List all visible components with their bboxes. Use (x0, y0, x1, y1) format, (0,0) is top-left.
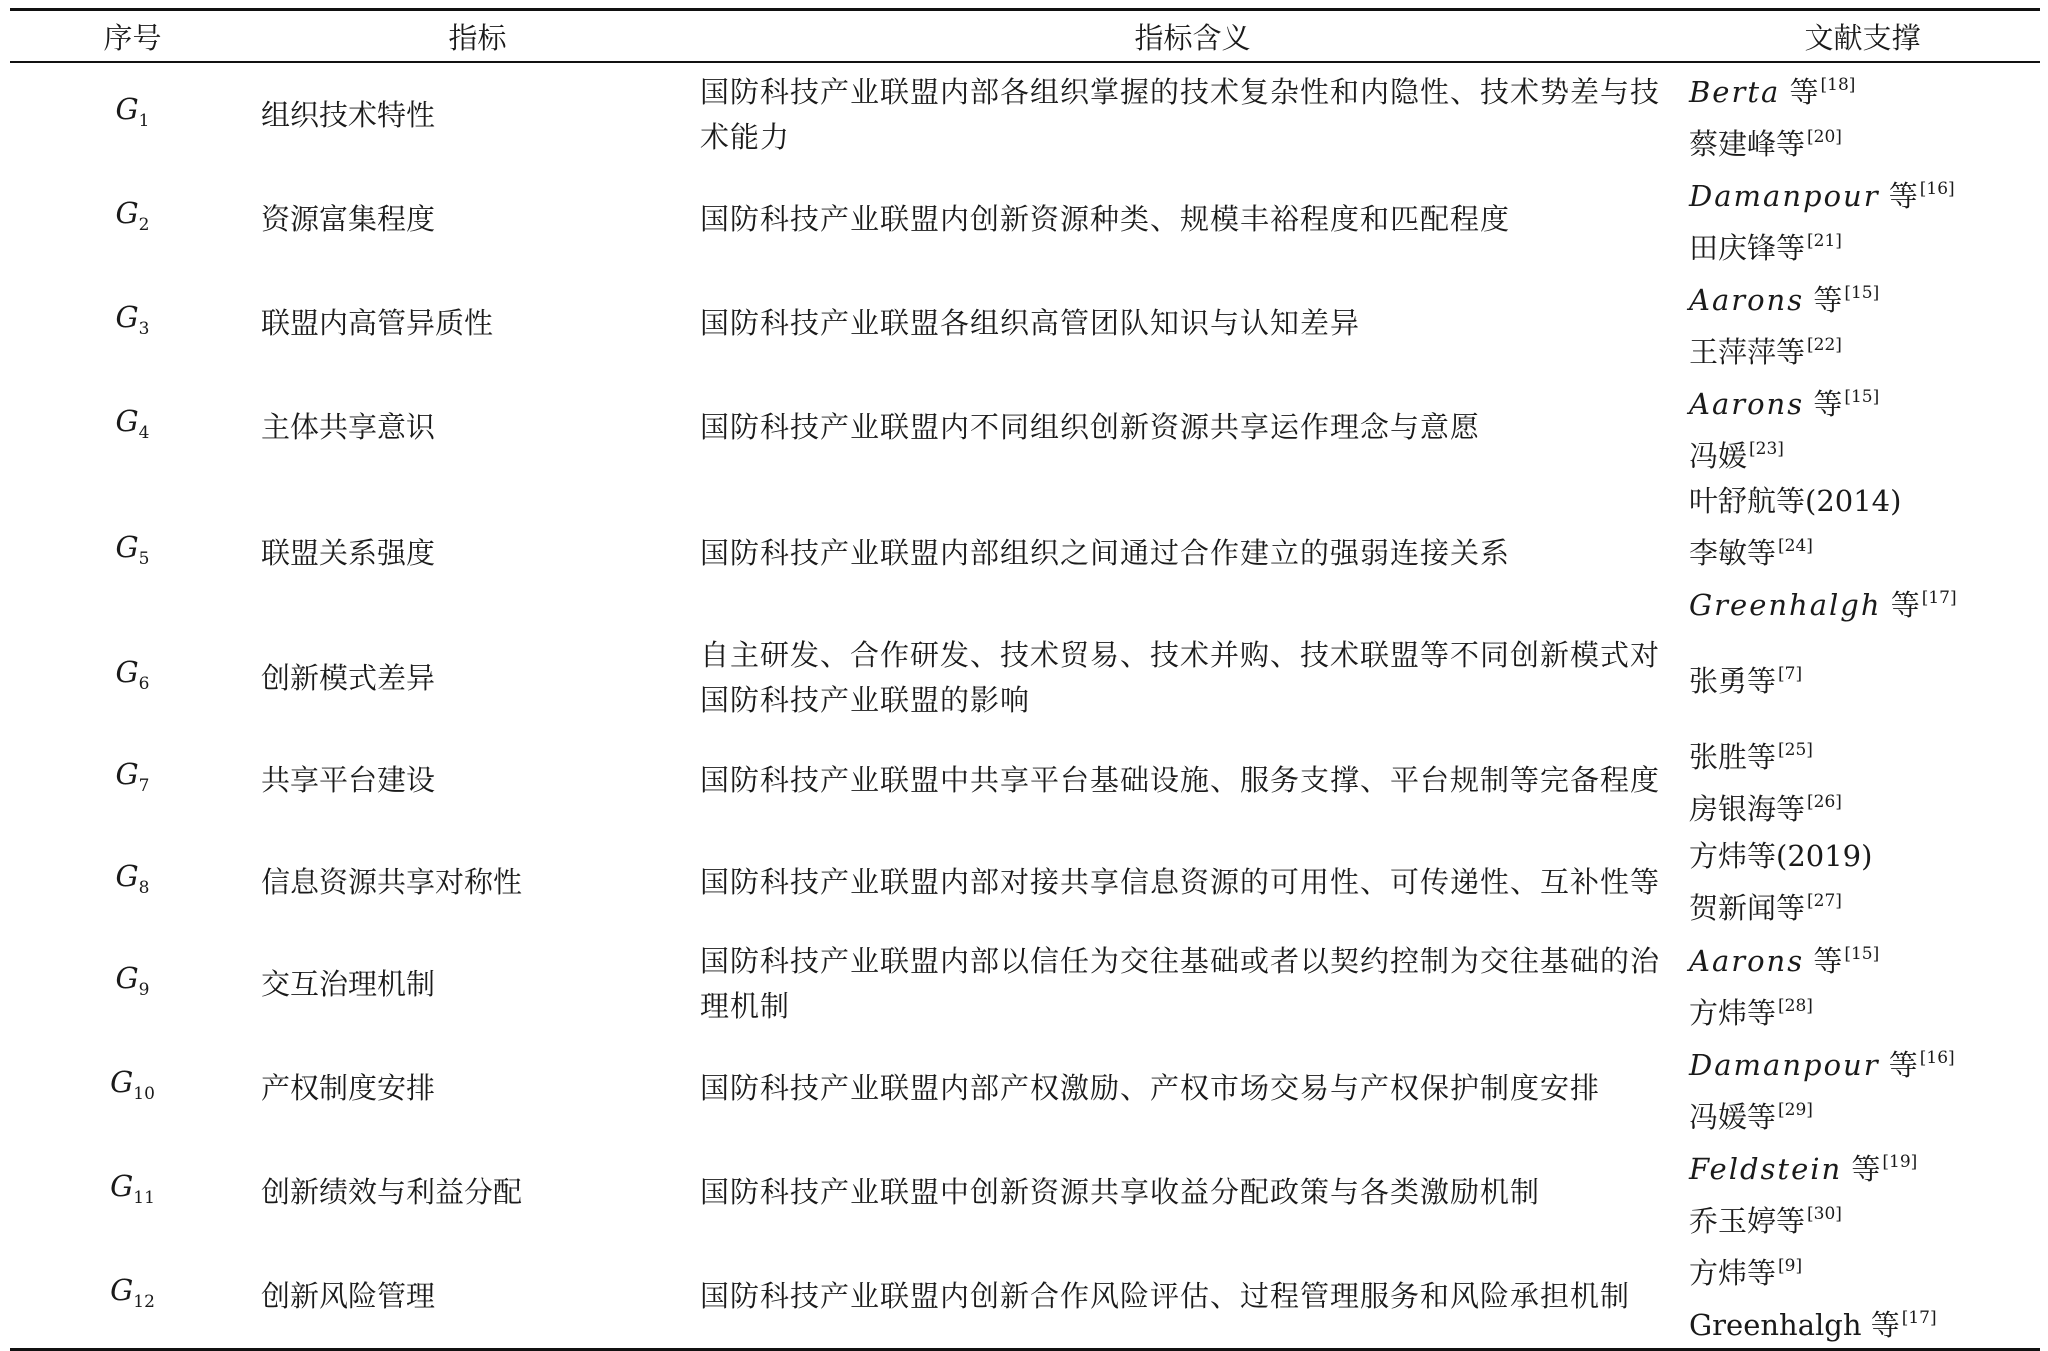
reference-text: 房银海等 (1689, 792, 1806, 826)
reference-text: 等 (1804, 283, 1843, 317)
reference-entry (1689, 984, 2040, 1036)
reference-entry (1689, 271, 2040, 323)
table-row (10, 1140, 2040, 1244)
indicator-code-subscript: 1 (138, 110, 150, 131)
reference-author: Damanpour (1689, 179, 1880, 213)
cell-support (1685, 1244, 2040, 1350)
cell-meaning: 自主研发、合作研发、技术贸易、技术并购、技术联盟等不同创新模式对国防科技产业联盟的影响 (700, 638, 1661, 717)
indicator-code (115, 91, 150, 131)
reference-text: 等 (1804, 387, 1843, 421)
cell-meaning: 国防科技产业联盟内部组织之间通过合作建立的强弱连接关系 (700, 536, 1511, 570)
reference-entry (1689, 219, 2040, 271)
cell-meaning: 国防科技产业联盟中创新资源共享收益分配政策与各类激励机制 (700, 1174, 1541, 1209)
header-meaning: 指标含义 (700, 10, 1685, 63)
reference-citation: [9] (1778, 1256, 1803, 1276)
cell-id (10, 932, 255, 1036)
cell-id (10, 167, 255, 271)
reference-citation: [15] (1844, 387, 1880, 407)
indicator-code-letter: G (115, 530, 139, 565)
indicator-code-letter: G (110, 1168, 134, 1203)
table-body (10, 62, 2040, 1350)
reference-author: Aarons (1689, 387, 1805, 421)
reference-entry (1689, 1140, 2040, 1192)
reference-text: 乔玉婷等 (1689, 1204, 1806, 1238)
table-row (10, 479, 2040, 628)
reference-citation: [16] (1919, 1048, 1955, 1068)
table-row (10, 932, 2040, 1036)
indicator-code (115, 756, 150, 796)
reference-citation: [16] (1919, 179, 1955, 199)
header-id: 序号 (10, 10, 255, 63)
indicator-code-letter: G (115, 756, 139, 791)
indicator-code-subscript: 4 (138, 422, 150, 443)
reference-text: 方炜等 (1689, 996, 1777, 1030)
reference-text: 等 (1879, 1048, 1918, 1082)
table-row (10, 1244, 2040, 1350)
reference-text: 冯媛 (1689, 439, 1748, 473)
cell-meaning: 国防科技产业联盟内创新资源种类、规模丰裕程度和匹配程度 (700, 201, 1511, 236)
reference-entry (1689, 427, 2040, 479)
indicator-code-subscript: 5 (138, 548, 150, 569)
indicator-code-letter: G (110, 1272, 134, 1307)
reference-citation: [22] (1807, 335, 1842, 355)
cell-support (1685, 1036, 2040, 1140)
cell-indicator: 主体共享意识 (261, 409, 436, 444)
cell-indicator: 资源富集程度 (261, 201, 436, 236)
reference-citation: [15] (1844, 944, 1880, 964)
reference-entry (1689, 652, 2040, 704)
header-indicator: 指标 (255, 10, 700, 63)
indicator-code-subscript: 12 (133, 1291, 155, 1312)
indicator-code-subscript: 9 (138, 979, 150, 1000)
reference-text: 李敏等 (1689, 536, 1777, 570)
reference-citation: [26] (1807, 792, 1842, 812)
indicator-code (115, 195, 150, 235)
cell-id (10, 62, 255, 167)
indicator-code-subscript: 2 (138, 214, 150, 235)
table-row (10, 62, 2040, 167)
cell-id (10, 728, 255, 832)
reference-citation: [25] (1778, 740, 1813, 760)
indicator-code-letter: G (115, 91, 139, 126)
cell-id (10, 628, 255, 728)
reference-text: 贺新闻等 (1689, 890, 1806, 925)
table-row (10, 375, 2040, 479)
reference-citation: [24] (1778, 536, 1813, 556)
table-row (10, 832, 2040, 932)
reference-citation: [19] (1882, 1152, 1918, 1172)
reference-citation: [17] (1921, 588, 1957, 608)
reference-text: 张胜等 (1689, 740, 1777, 774)
reference-citation: [18] (1820, 75, 1856, 95)
indicator-code (115, 403, 150, 443)
cell-id (10, 375, 255, 479)
table-header-row (10, 10, 2040, 63)
cell-support (1685, 832, 2040, 932)
cell-id (10, 271, 255, 375)
reference-text: 田庆锋等 (1689, 231, 1806, 265)
indicator-code-subscript: 7 (138, 775, 150, 796)
indicator-code-subscript: 8 (138, 877, 150, 898)
reference-entry (1689, 479, 2040, 524)
reference-text: 方炜等 (1689, 1256, 1777, 1290)
reference-entry (1689, 780, 2040, 832)
cell-support (1685, 728, 2040, 832)
reference-text: 张勇等 (1689, 664, 1777, 698)
indicator-code-subscript: 10 (133, 1083, 155, 1104)
cell-meaning: 国防科技产业联盟内不同组织创新资源共享运作理念与意愿 (700, 409, 1481, 444)
reference-text: 等 (1780, 75, 1819, 109)
indicator-code (115, 530, 150, 569)
cell-meaning: 国防科技产业联盟内创新合作风险评估、过程管理服务和风险承担机制 (700, 1244, 1685, 1350)
reference-citation: [28] (1778, 996, 1813, 1016)
reference-entry (1689, 1192, 2040, 1244)
cell-indicator: 共享平台建设 (261, 762, 436, 797)
reference-author: Aarons (1689, 944, 1805, 978)
indicator-code (115, 858, 150, 898)
reference-author: Berta (1689, 75, 1781, 109)
indicator-code-subscript: 6 (138, 673, 150, 694)
reference-entry (1689, 167, 2040, 219)
cell-indicator: 交互治理机制 (261, 966, 436, 1001)
cell-support (1685, 271, 2040, 375)
cell-support (1685, 62, 2040, 167)
reference-text: Greenhalgh 等 (1689, 1308, 1900, 1342)
cell-indicator: 创新风险管理 (255, 1244, 700, 1350)
cell-meaning: 国防科技产业联盟内部对接共享信息资源的可用性、可传递性、互补性等 (700, 864, 1661, 899)
indicator-code-letter: G (115, 654, 139, 689)
cell-indicator: 创新绩效与利益分配 (261, 1174, 523, 1209)
reference-citation: [30] (1807, 1204, 1842, 1224)
table-row (10, 271, 2040, 375)
reference-citation: [29] (1778, 1100, 1813, 1120)
cell-support (1685, 167, 2040, 271)
cell-support (1685, 628, 2040, 728)
reference-citation: [27] (1807, 890, 1842, 911)
reference-author: Damanpour (1689, 1048, 1880, 1082)
cell-id (10, 1244, 255, 1350)
reference-citation: [15] (1844, 283, 1880, 303)
reference-text: 蔡建峰等 (1689, 127, 1806, 161)
reference-entry (1689, 1244, 2040, 1296)
reference-entry (1689, 115, 2040, 167)
indicator-code-letter: G (115, 195, 139, 230)
reference-text: 方炜等(2019) (1689, 838, 1873, 873)
cell-meaning: 国防科技产业联盟内部各组织掌握的技术复杂性和内隐性、技术势差与技术能力 (700, 75, 1661, 154)
reference-author: Greenhalgh (1689, 588, 1882, 622)
reference-text: 等 (1879, 179, 1918, 213)
reference-entry (1689, 576, 2040, 628)
cell-indicator: 产权制度安排 (261, 1070, 436, 1105)
indicator-table (10, 8, 2040, 1351)
cell-id (10, 832, 255, 932)
reference-entry (1689, 932, 2040, 984)
cell-meaning: 国防科技产业联盟内部产权激励、产权市场交易与产权保护制度安排 (700, 1070, 1601, 1105)
cell-id (10, 479, 255, 628)
reference-entry (1689, 375, 2040, 427)
cell-indicator: 组织技术特性 (261, 97, 436, 132)
reference-entry (1689, 879, 2040, 931)
reference-text: 等 (1881, 588, 1920, 622)
indicator-code (115, 960, 150, 1000)
cell-meaning: 国防科技产业联盟内部以信任为交往基础或者以契约控制为交往基础的治理机制 (700, 944, 1661, 1023)
cell-indicator: 创新模式差异 (261, 660, 436, 695)
reference-citation: [20] (1807, 127, 1842, 147)
reference-text: 王萍萍等 (1689, 335, 1806, 369)
reference-entry (1689, 728, 2040, 780)
reference-citation: [21] (1807, 231, 1842, 251)
reference-author: Feldstein (1689, 1152, 1843, 1186)
cell-support (1685, 932, 2040, 1036)
reference-entry (1689, 1088, 2040, 1140)
indicator-code-subscript: 11 (133, 1187, 155, 1208)
indicator-code-letter: G (115, 403, 139, 438)
cell-id (10, 1036, 255, 1140)
indicator-code (110, 1064, 155, 1104)
reference-text: 冯媛等 (1689, 1100, 1777, 1134)
cell-id (10, 1140, 255, 1244)
cell-indicator: 联盟内高管异质性 (261, 305, 494, 340)
indicator-code (110, 1168, 155, 1208)
reference-entry (1689, 834, 2040, 879)
cell-support (1685, 479, 2040, 628)
indicator-code (110, 1272, 155, 1312)
cell-support (1685, 375, 2040, 479)
indicator-code-letter: G (115, 858, 139, 893)
indicator-code-letter: G (115, 960, 139, 995)
indicator-code (115, 654, 150, 694)
table-row (10, 167, 2040, 271)
reference-citation: [17] (1901, 1308, 1937, 1328)
reference-text: 叶舒航等(2014) (1689, 484, 1902, 518)
cell-indicator: 联盟关系强度 (261, 536, 436, 570)
reference-entry (1689, 323, 2040, 375)
reference-citation: [23] (1749, 439, 1784, 459)
table-row (10, 1036, 2040, 1140)
cell-meaning: 国防科技产业联盟中共享平台基础设施、服务支撑、平台规制等完备程度 (700, 762, 1661, 797)
indicator-code-subscript: 3 (138, 318, 150, 339)
reference-citation: [7] (1778, 664, 1803, 684)
cell-support (1685, 1140, 2040, 1244)
table-row (10, 728, 2040, 832)
indicator-code-letter: G (110, 1064, 134, 1099)
reference-entry (1689, 1036, 2040, 1088)
reference-text: 等 (1842, 1152, 1881, 1186)
cell-indicator: 信息资源共享对称性 (261, 864, 523, 899)
reference-author: Aarons (1689, 283, 1805, 317)
reference-text: 等 (1804, 944, 1843, 978)
table-row (10, 628, 2040, 728)
reference-entry (1689, 524, 2040, 576)
reference-entry (1689, 63, 2040, 115)
cell-meaning: 国防科技产业联盟各组织高管团队知识与认知差异 (700, 305, 1361, 340)
reference-entry (1689, 1296, 2040, 1348)
header-support: 文献支撑 (1685, 10, 2040, 63)
indicator-code (115, 299, 150, 339)
indicator-code-letter: G (115, 299, 139, 334)
